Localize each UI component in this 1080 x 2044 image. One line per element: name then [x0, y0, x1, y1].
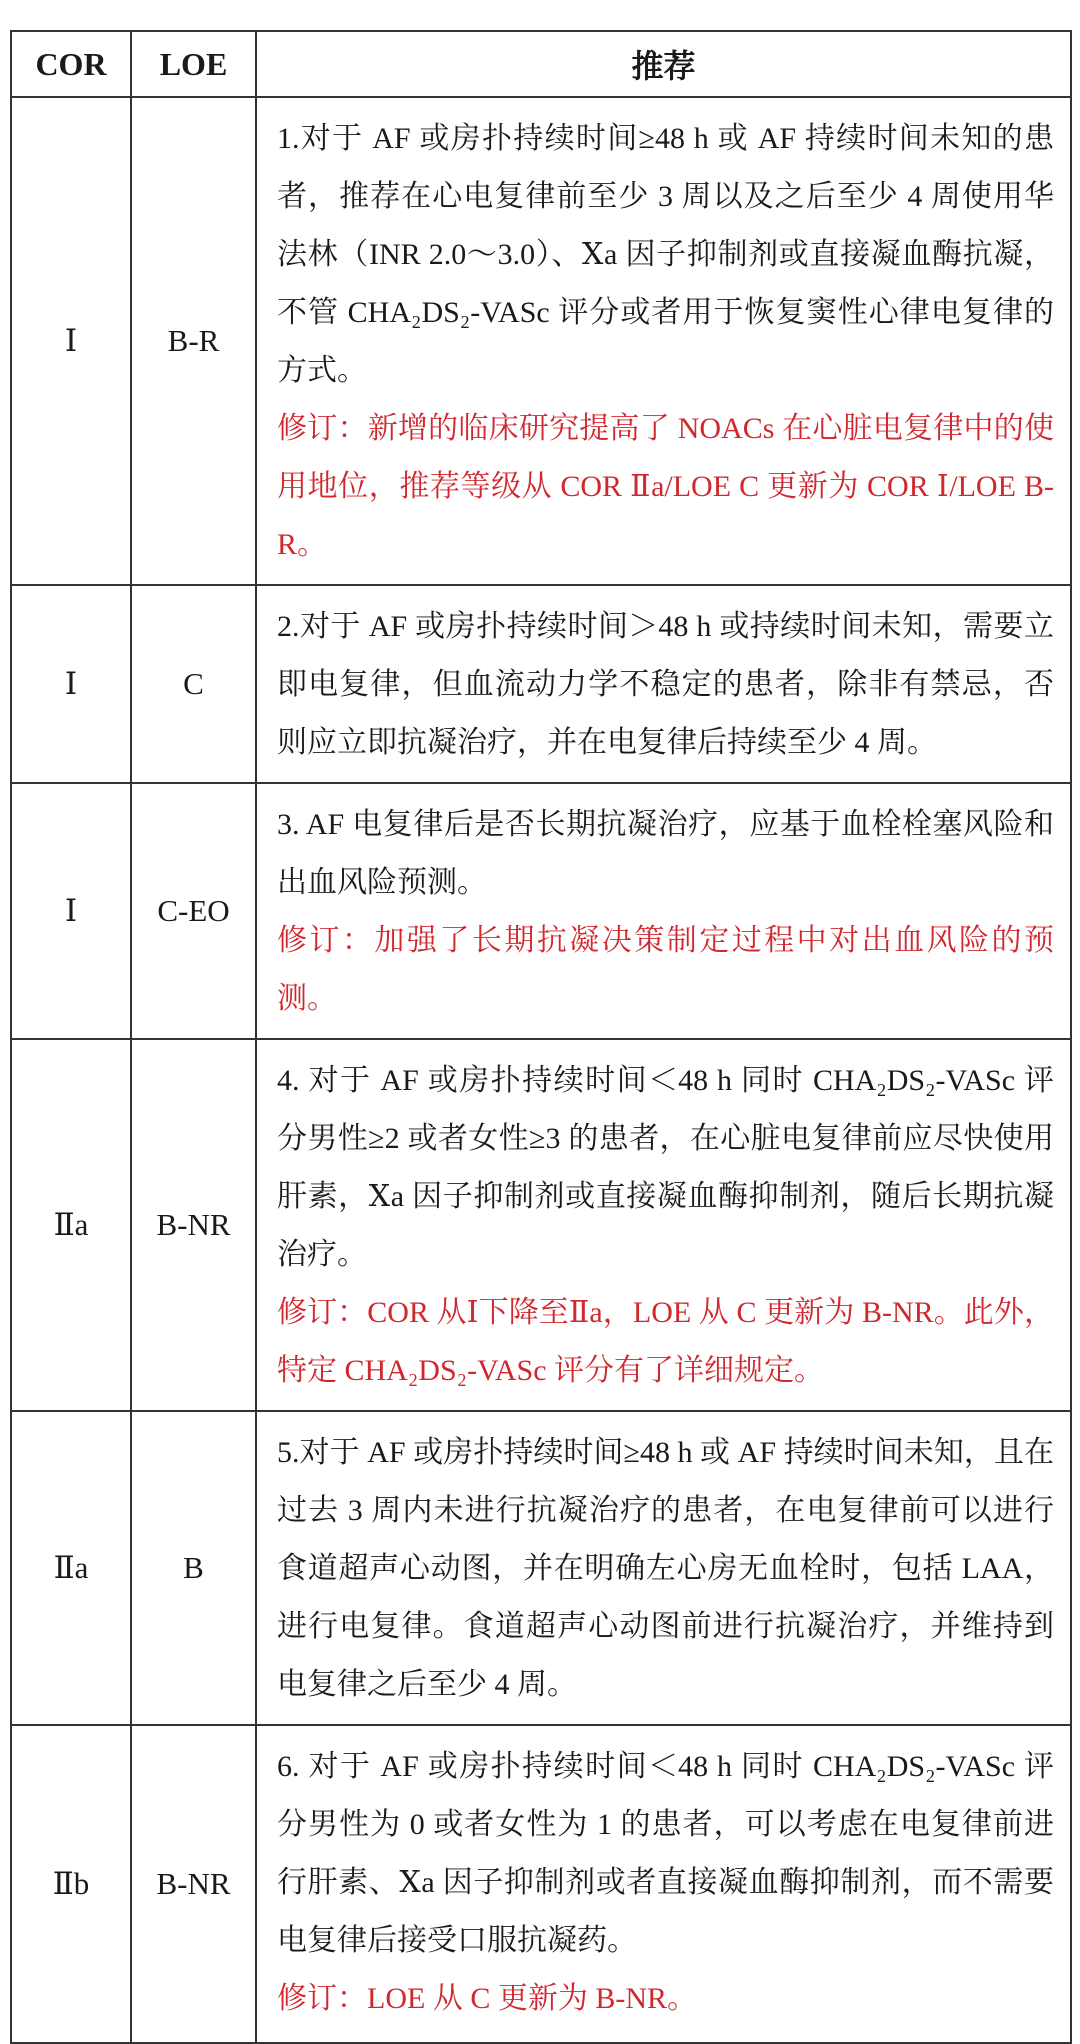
cor-cell: Ⅱb	[11, 1725, 131, 2043]
header-cor: COR	[11, 31, 131, 97]
table-row	[11, 783, 1071, 1039]
recommendation-table	[10, 30, 1072, 2044]
header-recommendation: 推荐	[256, 31, 1071, 97]
loe-cell: C	[131, 585, 256, 783]
loe-cell: B-NR	[131, 1039, 256, 1411]
table-row	[11, 1039, 1071, 1411]
table-row	[11, 97, 1071, 585]
cor-cell: Ⅱa	[11, 1039, 131, 1411]
loe-cell: B-R	[131, 97, 256, 585]
revision-note: 修订：LOE 从 C 更新为 B-NR。	[277, 1982, 697, 2015]
recommendation-text: 6. 对于 AF 或房扑持续时间＜48 h 同时 CHA₂DS₂-VASc 评分男性为 0 或者女性为 1 的患者，可以考虑在电复律前进行肝素、Ⅹa 因子抑制剂或者直接凝血酶抑制剂，而不需要电复律后接受口服抗凝药。	[277, 1750, 1054, 1957]
recommendation-text: 1.对于 AF 或房扑持续时间≥48 h 或 AF 持续时间未知的患者，推荐在心电复律前至少 3 周以及之后至少 4 周使用华法林（INR 2.0～3.0）、Ⅹa 因子抑制剂或直接凝血酶抗凝，不管 CHA₂DS₂-VASc 评分或者用于恢复窦性心律电复律的方式。	[277, 122, 1054, 387]
recommendation-cell	[256, 585, 1071, 783]
recommendation-cell	[256, 97, 1071, 585]
loe-cell: B	[131, 1411, 256, 1725]
cor-cell: Ⅰ	[11, 585, 131, 783]
table-row	[11, 585, 1071, 783]
recommendation-text: 3. AF 电复律后是否长期抗凝治疗，应基于血栓栓塞风险和出血风险预测。	[277, 808, 1054, 899]
recommendation-cell	[256, 1039, 1071, 1411]
recommendation-cell	[256, 1411, 1071, 1725]
cor-cell: Ⅱa	[11, 1411, 131, 1725]
table-row	[11, 1725, 1071, 2043]
table-row	[11, 1411, 1071, 1725]
recommendation-text: 5.对于 AF 或房扑持续时间≥48 h 或 AF 持续时间未知，且在过去 3 周内未进行抗凝治疗的患者，在电复律前可以进行食道超声心动图，并在明确左心房无血栓时，包括 LAA，进行电复律。食道超声心动图前进行抗凝治疗，并维持到电复律之后至少 4 周。	[277, 1436, 1054, 1701]
revision-note: 修订：COR 从Ⅰ下降至Ⅱa，LOE 从 C 更新为 B-NR。此外，特定 CHA₂DS₂-VASc 评分有了详细规定。	[277, 1296, 1054, 1387]
revision-note: 修订：加强了长期抗凝决策制定过程中对出血风险的预测。	[277, 924, 1054, 1015]
loe-cell: B-NR	[131, 1725, 256, 2043]
table-header-row	[11, 31, 1071, 97]
recommendation-text: 4. 对于 AF 或房扑持续时间＜48 h 同时 CHA₂DS₂-VASc 评分男性≥2 或者女性≥3 的患者，在心脏电复律前应尽快使用肝素，Ⅹa 因子抑制剂或直接凝血酶抑制剂，随后长期抗凝治疗。	[277, 1064, 1054, 1271]
cor-cell: Ⅰ	[11, 97, 131, 585]
recommendation-text: 2.对于 AF 或房扑持续时间＞48 h 或持续时间未知，需要立即电复律，但血流动力学不稳定的患者，除非有禁忌，否则应立即抗凝治疗，并在电复律后持续至少 4 周。	[277, 610, 1054, 759]
loe-cell: C-EO	[131, 783, 256, 1039]
recommendation-cell	[256, 783, 1071, 1039]
cor-cell: Ⅰ	[11, 783, 131, 1039]
revision-note: 修订：新增的临床研究提高了 NOACs 在心脏电复律中的使用地位，推荐等级从 COR Ⅱa/LOE C 更新为 COR Ⅰ/LOE B-R。	[277, 412, 1054, 561]
recommendation-cell	[256, 1725, 1071, 2043]
header-loe: LOE	[131, 31, 256, 97]
